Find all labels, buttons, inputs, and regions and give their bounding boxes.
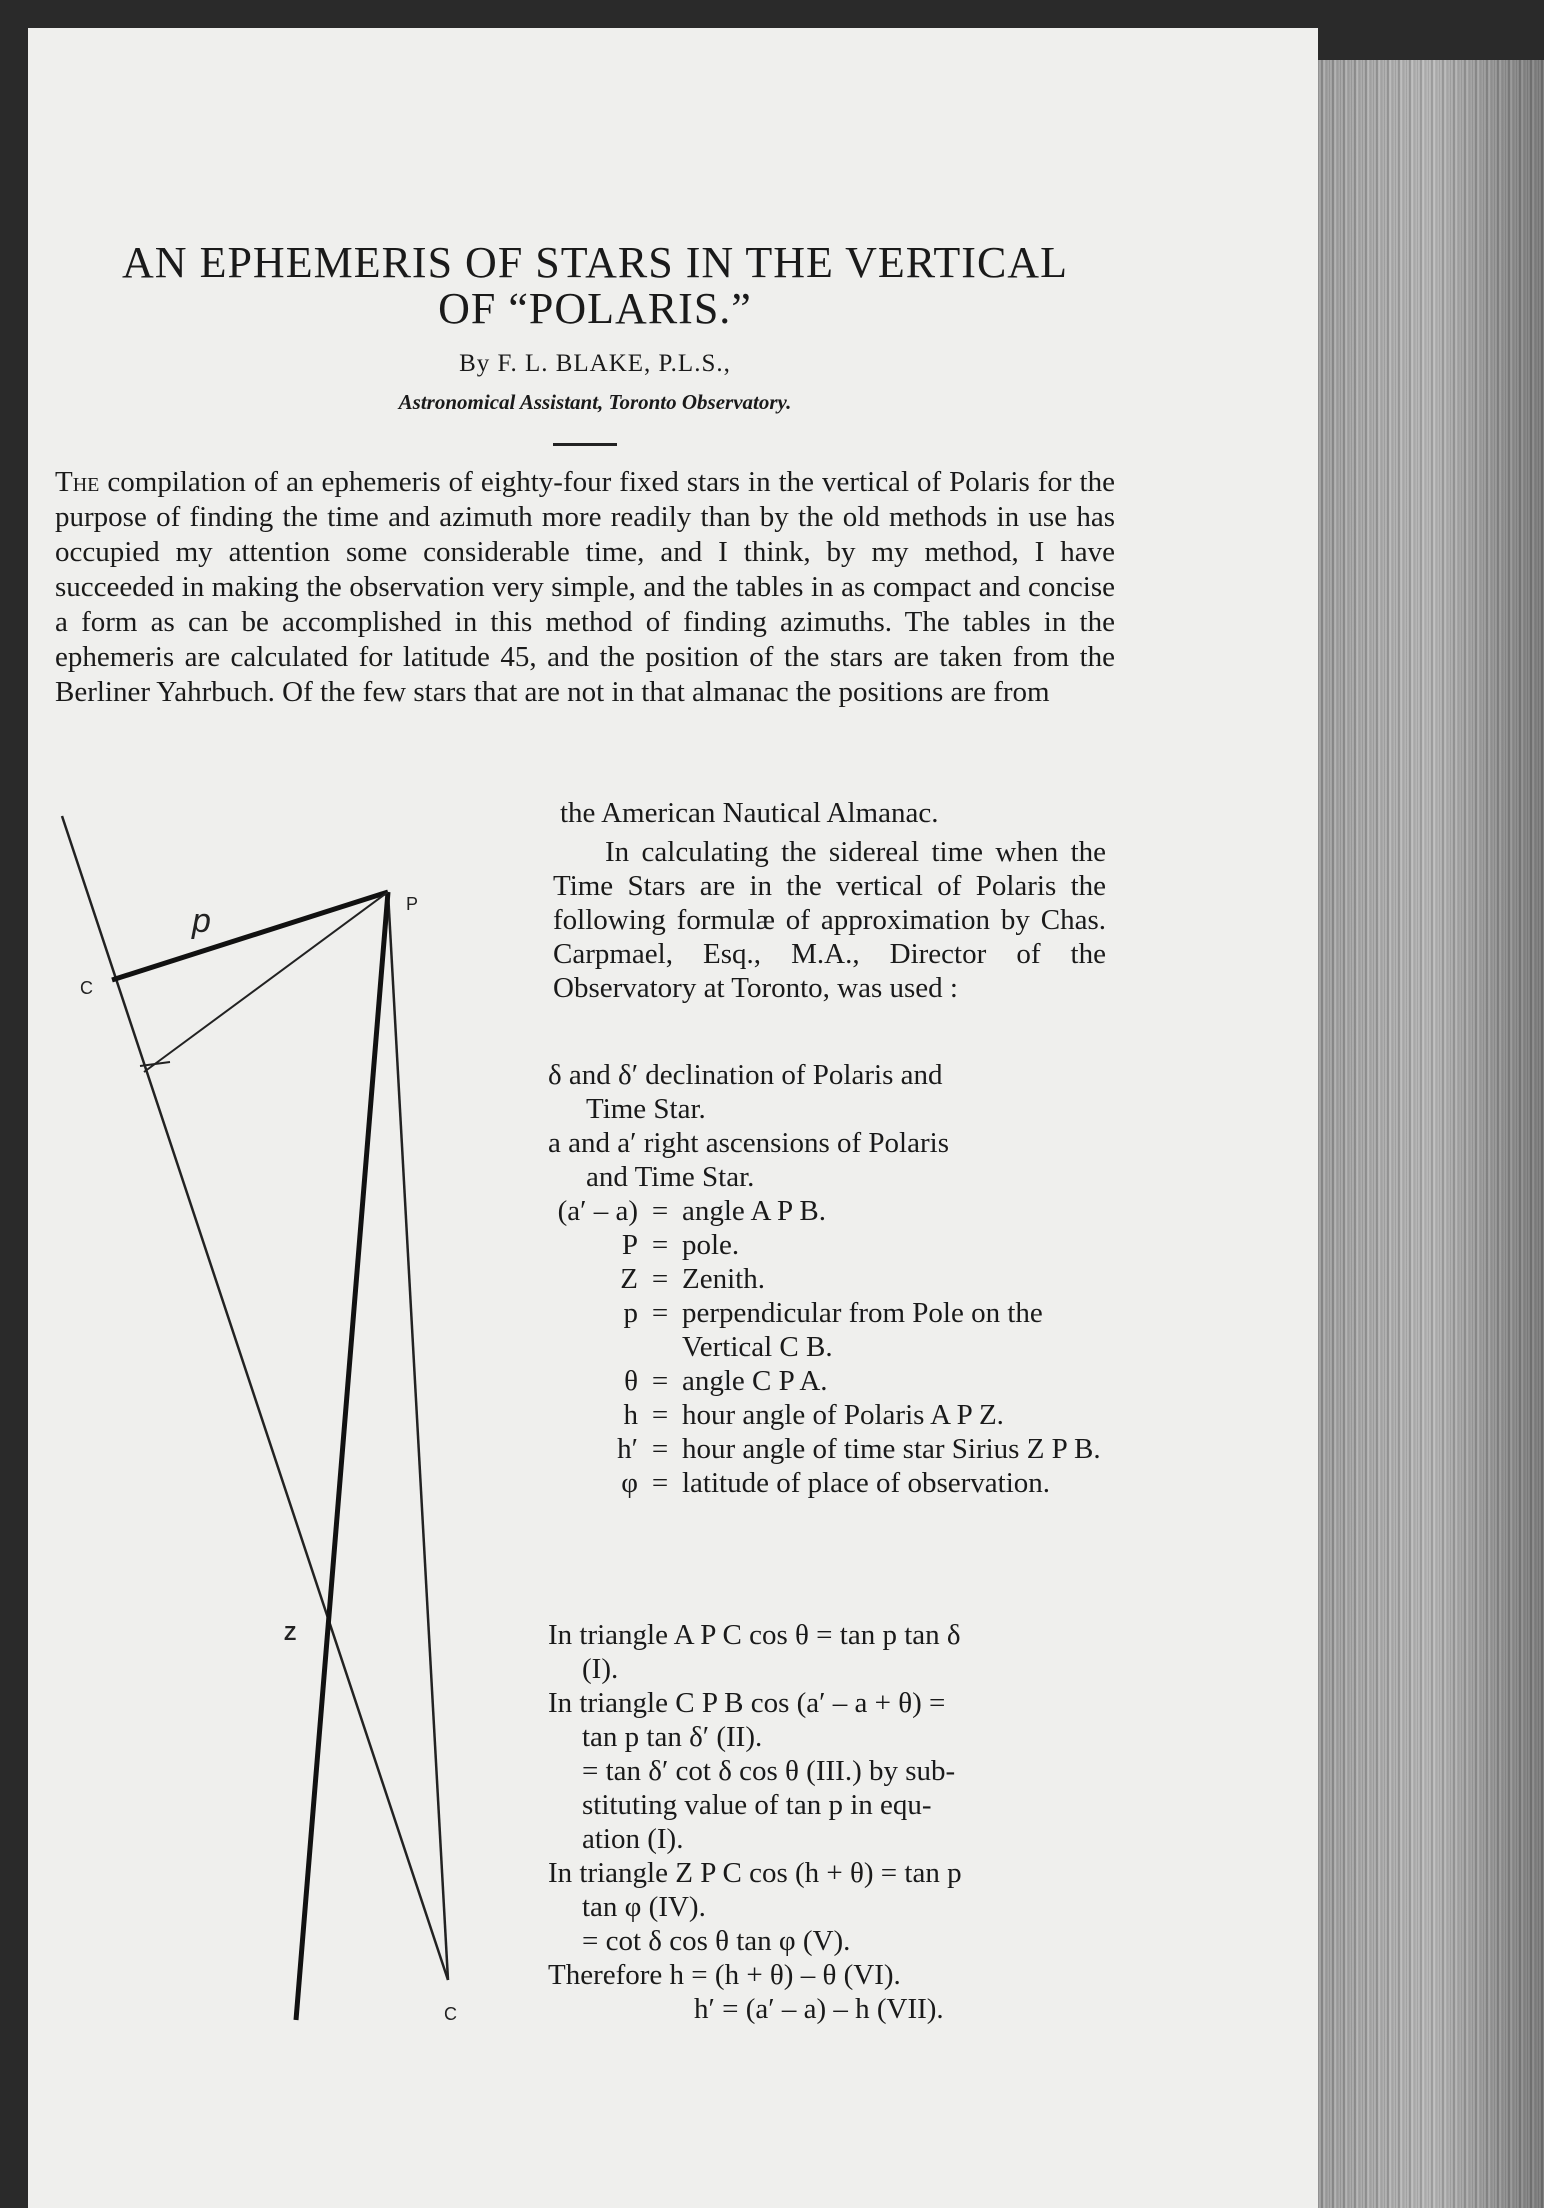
definition-delta-line-2: Time Star.: [586, 1093, 706, 1125]
equals-sign: =: [651, 1297, 669, 1329]
line-p-to-a: [144, 892, 388, 1072]
definition-symbol: P: [621, 1229, 638, 1261]
formula-4-line-1: In triangle Z P C cos (h + θ) = tan p: [548, 1857, 962, 1889]
definition-alpha-line-1: a and a′ right ascensions of Polaris: [548, 1127, 949, 1159]
diagram-label-zenith: Z: [284, 1623, 297, 1645]
title-line-2: OF “POLARIS.”: [438, 284, 752, 333]
definitions-list: [548, 1058, 1108, 1500]
definition-meaning: latitude of place of observation.: [682, 1467, 1051, 1499]
formula-3-line-1: = tan δ′ cot δ cos θ (III.) by sub-: [582, 1755, 956, 1787]
page-stack-edge: [1318, 60, 1544, 2208]
intro-lead-word: The: [55, 466, 100, 498]
definition-symbol: φ: [621, 1467, 638, 1499]
definition-row: [548, 1466, 1108, 1500]
definition-meaning: angle C P A.: [682, 1365, 828, 1397]
formulas-block: [548, 1618, 1108, 2026]
diagram-label-c-left: C: [80, 978, 93, 998]
definition-symbol: Z: [620, 1263, 638, 1295]
definition-meaning: pole.: [682, 1229, 740, 1261]
formula-3-line-2: stituting value of tan p in equ-: [582, 1789, 932, 1821]
diagram-label-p: p: [192, 902, 211, 940]
definition-row: [548, 1228, 1108, 1262]
formula-2-line-2: tan p tan δ′ (II).: [582, 1721, 763, 1753]
definition-meaning: hour angle of Polaris A P Z.: [682, 1399, 1004, 1431]
formula-2-line-1: In triangle C P B cos (a′ – a + θ) =: [548, 1687, 946, 1719]
author-affiliation: Astronomical Assistant, Toronto Observatory.: [398, 390, 792, 414]
article-title: [40, 240, 1150, 332]
equals-sign: =: [651, 1433, 669, 1465]
divider-rule: [553, 443, 617, 446]
intro-text: compilation of an ephemeris of eighty-four fixed stars in the vertical of Polaris for the purpose of finding the time and azimuth more readily than by the old methods in use has occupied my attention some considerable time, and I think, by my method, I have succeeded in making the observation very simple, and the tables in as compact and concise a form as can be accomplished in this method of finding azimuths. The tables in the ephemeris are calculated for latitude 45, and the position of the stars are taken from the Berliner Yahrbuch. Of the few stars that are not in that almanac the positions are from: [55, 466, 1115, 708]
definition-symbol: h′: [617, 1433, 638, 1465]
author-byline: By F. L. BLAKE, P.L.S.,: [459, 350, 731, 377]
definition-row: [548, 1398, 1108, 1432]
definition-row: [548, 1262, 1108, 1296]
definition-delta: [548, 1058, 1108, 1126]
calculation-paragraph: In calculating the sidereal time when the Time Stars are in the vertical of Polaris the following formulæ of approximation by Chas. Carpmael, Esq., M.A., Director of the Observatory at Toronto, was used :: [553, 836, 1106, 1004]
title-line-1: AN EPHEMERIS OF STARS IN THE VERTICAL: [122, 238, 1068, 287]
formula-3-line-3: ation (I).: [582, 1823, 684, 1855]
formula-7: h′ = (a′ – a) – h (VII).: [694, 1993, 944, 2025]
definition-row: [548, 1296, 1108, 1364]
equals-sign: =: [651, 1195, 669, 1227]
diagram-label-pole: P: [406, 894, 419, 914]
formula-1-line-2: (I).: [582, 1653, 619, 1685]
definition-row: [548, 1194, 1108, 1228]
formula-6: Therefore h = (h + θ) – θ (VI).: [548, 1959, 901, 1991]
definition-meaning: Zenith.: [682, 1263, 765, 1295]
formula-1-line-1: In triangle A P C cos θ = tan p tan δ: [548, 1619, 961, 1651]
equals-sign: =: [651, 1229, 669, 1261]
intro-paragraph-end: the American Nautical Almanac.: [560, 797, 939, 829]
definition-alpha: [548, 1126, 1108, 1194]
formula-5: = cot δ cos θ tan φ (V).: [582, 1925, 851, 1957]
formula-4-line-2: tan φ (IV).: [582, 1891, 706, 1923]
definition-meaning: hour angle of time star Sirius Z P B.: [682, 1433, 1101, 1465]
equals-sign: =: [651, 1263, 669, 1295]
intro-paragraph: [55, 465, 1115, 710]
definition-row: [548, 1432, 1108, 1466]
definition-symbol: h: [623, 1399, 638, 1431]
definition-meaning: angle A P B.: [682, 1195, 826, 1227]
line-p-perpendicular: [112, 892, 388, 980]
definition-row: [548, 1364, 1108, 1398]
line-p-to-base: [296, 892, 388, 2020]
definition-symbol: (a′ – a): [557, 1195, 638, 1227]
definition-delta-line-1: δ and δ′ declination of Polaris and: [548, 1059, 943, 1091]
definition-alpha-line-2: and Time Star.: [586, 1161, 755, 1193]
geometry-diagram: [40, 800, 520, 2060]
definition-meaning: perpendicular from Pole on the Vertical C B.: [682, 1297, 1043, 1363]
definition-symbol: θ: [624, 1365, 638, 1397]
equals-sign: =: [651, 1365, 669, 1397]
diagram-label-c-bottom: C: [444, 2004, 457, 2024]
equals-sign: =: [651, 1399, 669, 1431]
equals-sign: =: [651, 1467, 669, 1499]
line-p-to-c-bottom: [388, 892, 448, 1980]
definition-symbol: p: [623, 1297, 638, 1329]
